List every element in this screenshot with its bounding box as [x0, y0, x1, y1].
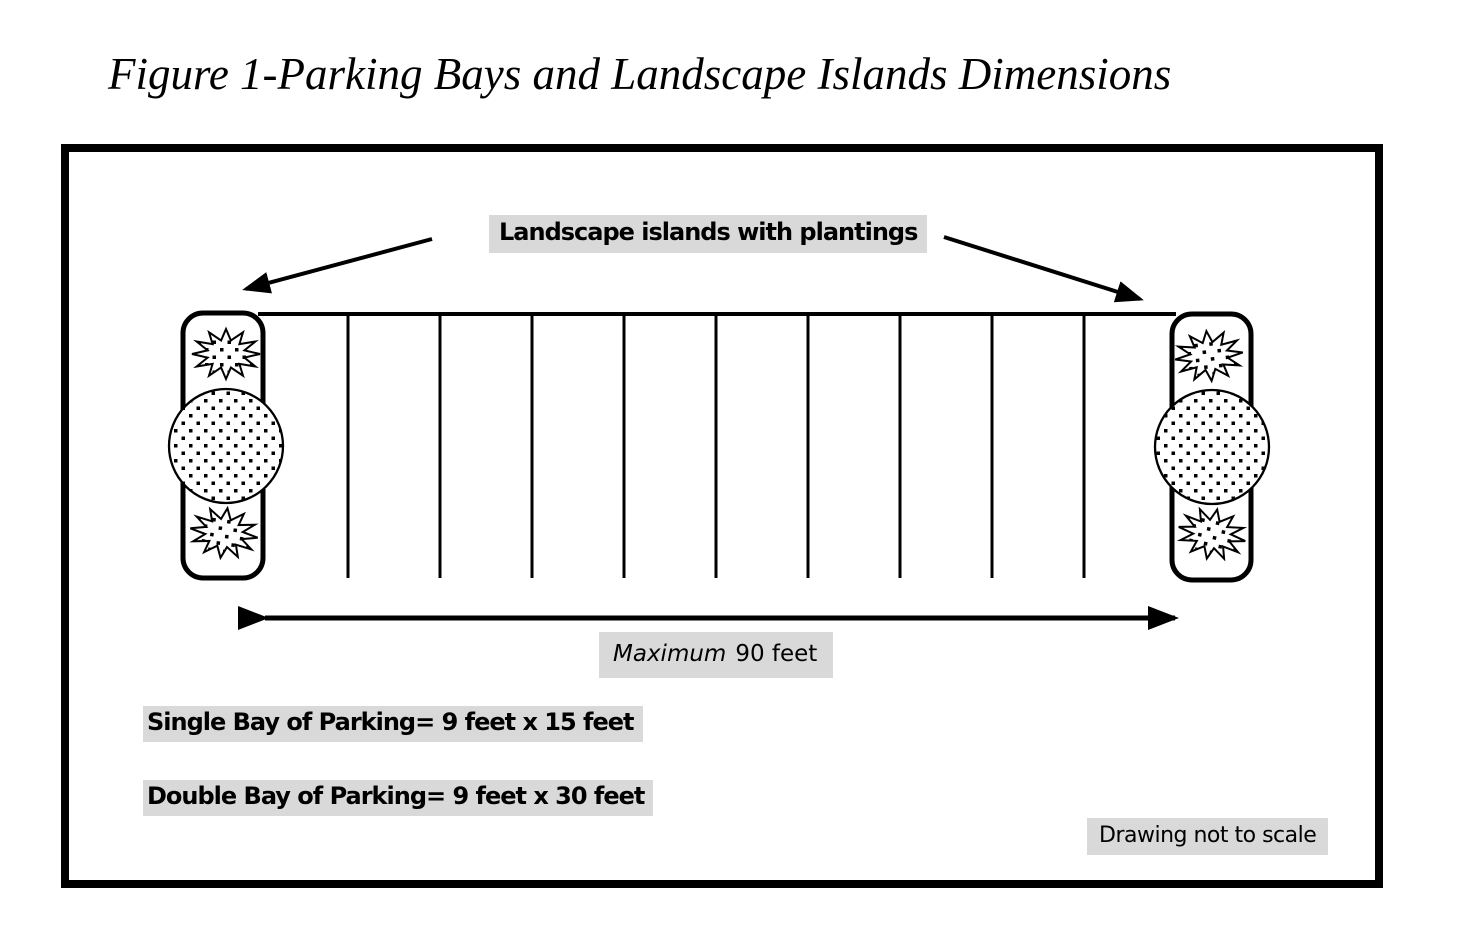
landscape-island-right	[1155, 314, 1269, 580]
figure-title: Figure 1-Parking Bays and Landscape Islands Dimensions	[108, 49, 1172, 99]
planting-tree-icon	[1155, 390, 1269, 504]
pointer-arrow-right	[944, 237, 1140, 299]
pointer-arrow-left	[246, 239, 432, 289]
planting-tree-icon	[169, 389, 283, 503]
double-bay-label: Double Bay of Parking= 9 feet x 30 feet	[143, 780, 653, 816]
max-dimension-label	[599, 632, 833, 678]
landscape-island-left	[169, 313, 283, 578]
landscape-islands-label: Landscape islands with plantings	[489, 215, 927, 253]
max-dimension-label-value: 90 feet	[735, 641, 818, 667]
max-dimension-label-italic: Maximum	[613, 641, 727, 667]
single-bay-label: Single Bay of Parking= 9 feet x 15 feet	[143, 706, 643, 742]
parking-stall-dividers	[348, 314, 1084, 578]
not-to-scale-label: Drawing not to scale	[1087, 818, 1328, 855]
